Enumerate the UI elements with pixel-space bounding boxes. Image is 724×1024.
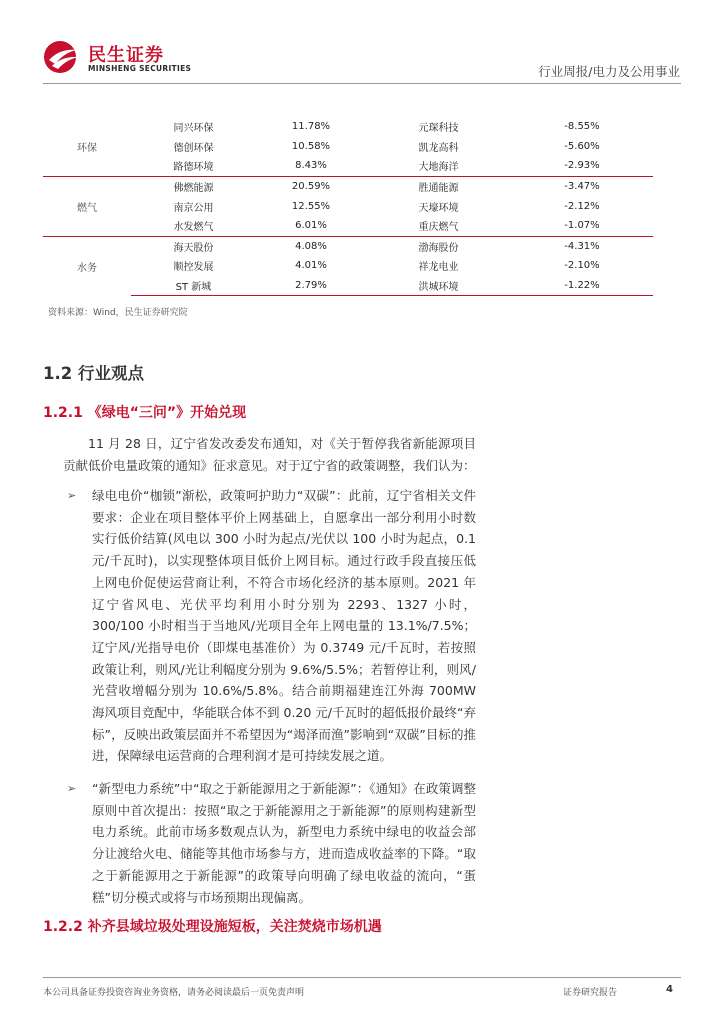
top-loser-change: -8.55% <box>564 121 600 133</box>
footer-divider <box>43 977 681 978</box>
top-loser-change: -1.22% <box>511 276 653 296</box>
table-row <box>43 156 653 176</box>
report-category: 行业周报/电力及公用事业 <box>538 64 680 79</box>
top-gainer-change: 8.43% <box>256 156 366 176</box>
top-gainer-name: 同兴环保 <box>173 123 214 135</box>
top-gainer-name: ST 新城 <box>131 276 256 296</box>
top-gainer-name: 德创环保 <box>173 142 214 154</box>
table-row <box>43 137 653 157</box>
header-divider <box>43 83 681 84</box>
top-gainer-name: 南京公用 <box>173 202 214 214</box>
top-loser-name: 胜通能源 <box>366 176 511 196</box>
top-gainer-change: 12.55% <box>291 200 331 212</box>
table-row <box>43 196 653 216</box>
top-gainer-name: 路德环境 <box>131 156 256 176</box>
top-loser-name: 祥龙电业 <box>418 262 459 274</box>
top-loser-change: -2.10% <box>564 260 600 272</box>
table-row <box>43 117 653 137</box>
table-row <box>43 176 653 196</box>
top-loser-change: -2.12% <box>564 200 600 212</box>
bullet-paragraph-2: “新型电力系统”中“取之于新能源用之于新能源”：《通知》在政策调整原则中首次提出：按照“取之于新能源用之于新能源”的原则构建新型电力系统。此前市场多数观点认为，新型电力系统中绿电的收益会部分让渡给火电、储能等其他市场参与方，进而造成收益率的下降。“取之于新能源用之于新能源”的政策导向明确了绿电收益的流向，“蛋糕”切分模式或将与市场预期出现偏离。 <box>92 781 476 905</box>
top-loser-name: 洪城环境 <box>366 276 511 296</box>
top-gainer-change: 10.58% <box>291 140 331 152</box>
top-gainer-change: 20.59% <box>256 176 366 196</box>
table-row <box>43 276 653 296</box>
stock-change-table <box>43 117 653 296</box>
top-loser-name: 天壕环境 <box>418 202 459 214</box>
top-gainer-name: 佛燃能源 <box>131 176 256 196</box>
section-heading: 1.2 行业观点 <box>43 364 144 383</box>
table-source: 资料来源：Wind，民生证券研究院 <box>48 308 188 318</box>
table-row <box>43 216 653 236</box>
top-loser-name: 重庆燃气 <box>366 216 511 236</box>
category-cell: 环保 <box>77 142 97 154</box>
top-loser-name: 元琛科技 <box>418 123 459 135</box>
top-loser-name: 凯龙高科 <box>418 142 459 154</box>
brand-logo <box>43 40 243 76</box>
subsection-heading-1: 1.2.1 《绿电“三问”》开始兑现 <box>43 405 247 421</box>
footer-disclaimer: 本公司具备证券投资咨询业务资格，请务必阅读最后一页免责声明 <box>43 988 305 998</box>
logo-chinese-name: 民生证券 <box>88 45 164 66</box>
top-loser-change: -2.93% <box>511 156 653 176</box>
bullet-paragraph-1: 绿电电价“枷锁”渐松，政策呵护助力“双碳”：此前，辽宁省相关文件要求：企业在项目整体平价上网基础上，自愿拿出一部分利用小时数实行低价结算(风电以 300 小时为起点/光伏以 100 小时为起点，0.1 元/千瓦时)，以实现整体项目低价上网目标。通过行政手段直接压低上网电价促使运营商让利，不符合市场化经济的基本原则。2021 年辽宁省风电、光伏平均利用小时分别为 2293、1327 小时，300/100 小时相当于当地风/光项目全年上网电量的 13.1%/7.5%；辽宁风/光指导电价（即煤电基准价）为 0.3749 元/千瓦时，若按照政策让利，则风/光让利幅度分别为 9.6%/5.5%；若暂停让利，则风/光营收增幅分别为 10.6%/5.8%。结合前期福建连江外海 700MW 海风项目竞配中，华能联合体不到 0.20 元/千瓦时的超低报价最终“弃标”，反映出政策层面并不希望因为“竭泽而渔”影响到“双碳”目标的推进，保障绿电运营商的合理利润才是可持续发展之道。 <box>92 488 476 764</box>
top-gainer-name: 水发燃气 <box>131 216 256 236</box>
top-gainer-change: 6.01% <box>256 216 366 236</box>
top-loser-change: -1.07% <box>511 216 653 236</box>
top-gainer-change: 4.01% <box>295 260 327 272</box>
top-loser-name: 大地海洋 <box>366 156 511 176</box>
top-gainer-change: 4.08% <box>256 236 366 256</box>
subsection-heading-2: 1.2.2 补齐县域垃圾处理设施短板，关注焚烧市场机遇 <box>43 919 382 935</box>
top-loser-name: 渤海股份 <box>366 236 511 256</box>
category-cell: 水务 <box>43 236 131 296</box>
top-gainer-name: 顺控发展 <box>173 262 214 274</box>
top-loser-change: -5.60% <box>564 140 600 152</box>
table-row <box>43 236 653 256</box>
minsheng-logo-icon <box>43 40 81 74</box>
top-gainer-change: 2.79% <box>256 276 366 296</box>
page-number: 4 <box>666 984 673 995</box>
intro-paragraph: 11 月 28 日，辽宁省发改委发布通知，对《关于暂停我省新能源项目贡献低价电量政策的通知》征求意见。对于辽宁省的政策调整，我们认为： <box>63 436 476 473</box>
top-loser-change: -4.31% <box>511 236 653 256</box>
footer-report-type: 证券研究报告 <box>563 988 618 998</box>
logo-english-name: MINSHENG SECURITIES <box>88 64 192 73</box>
bullet-arrow-icon: ➢ <box>67 489 77 502</box>
top-gainer-name: 海天股份 <box>131 236 256 256</box>
bullet-arrow-icon: ➢ <box>67 782 77 795</box>
category-cell: 燃气 <box>43 176 131 236</box>
top-gainer-change: 11.78% <box>291 121 331 133</box>
table-row <box>43 256 653 276</box>
top-loser-change: -3.47% <box>511 176 653 196</box>
